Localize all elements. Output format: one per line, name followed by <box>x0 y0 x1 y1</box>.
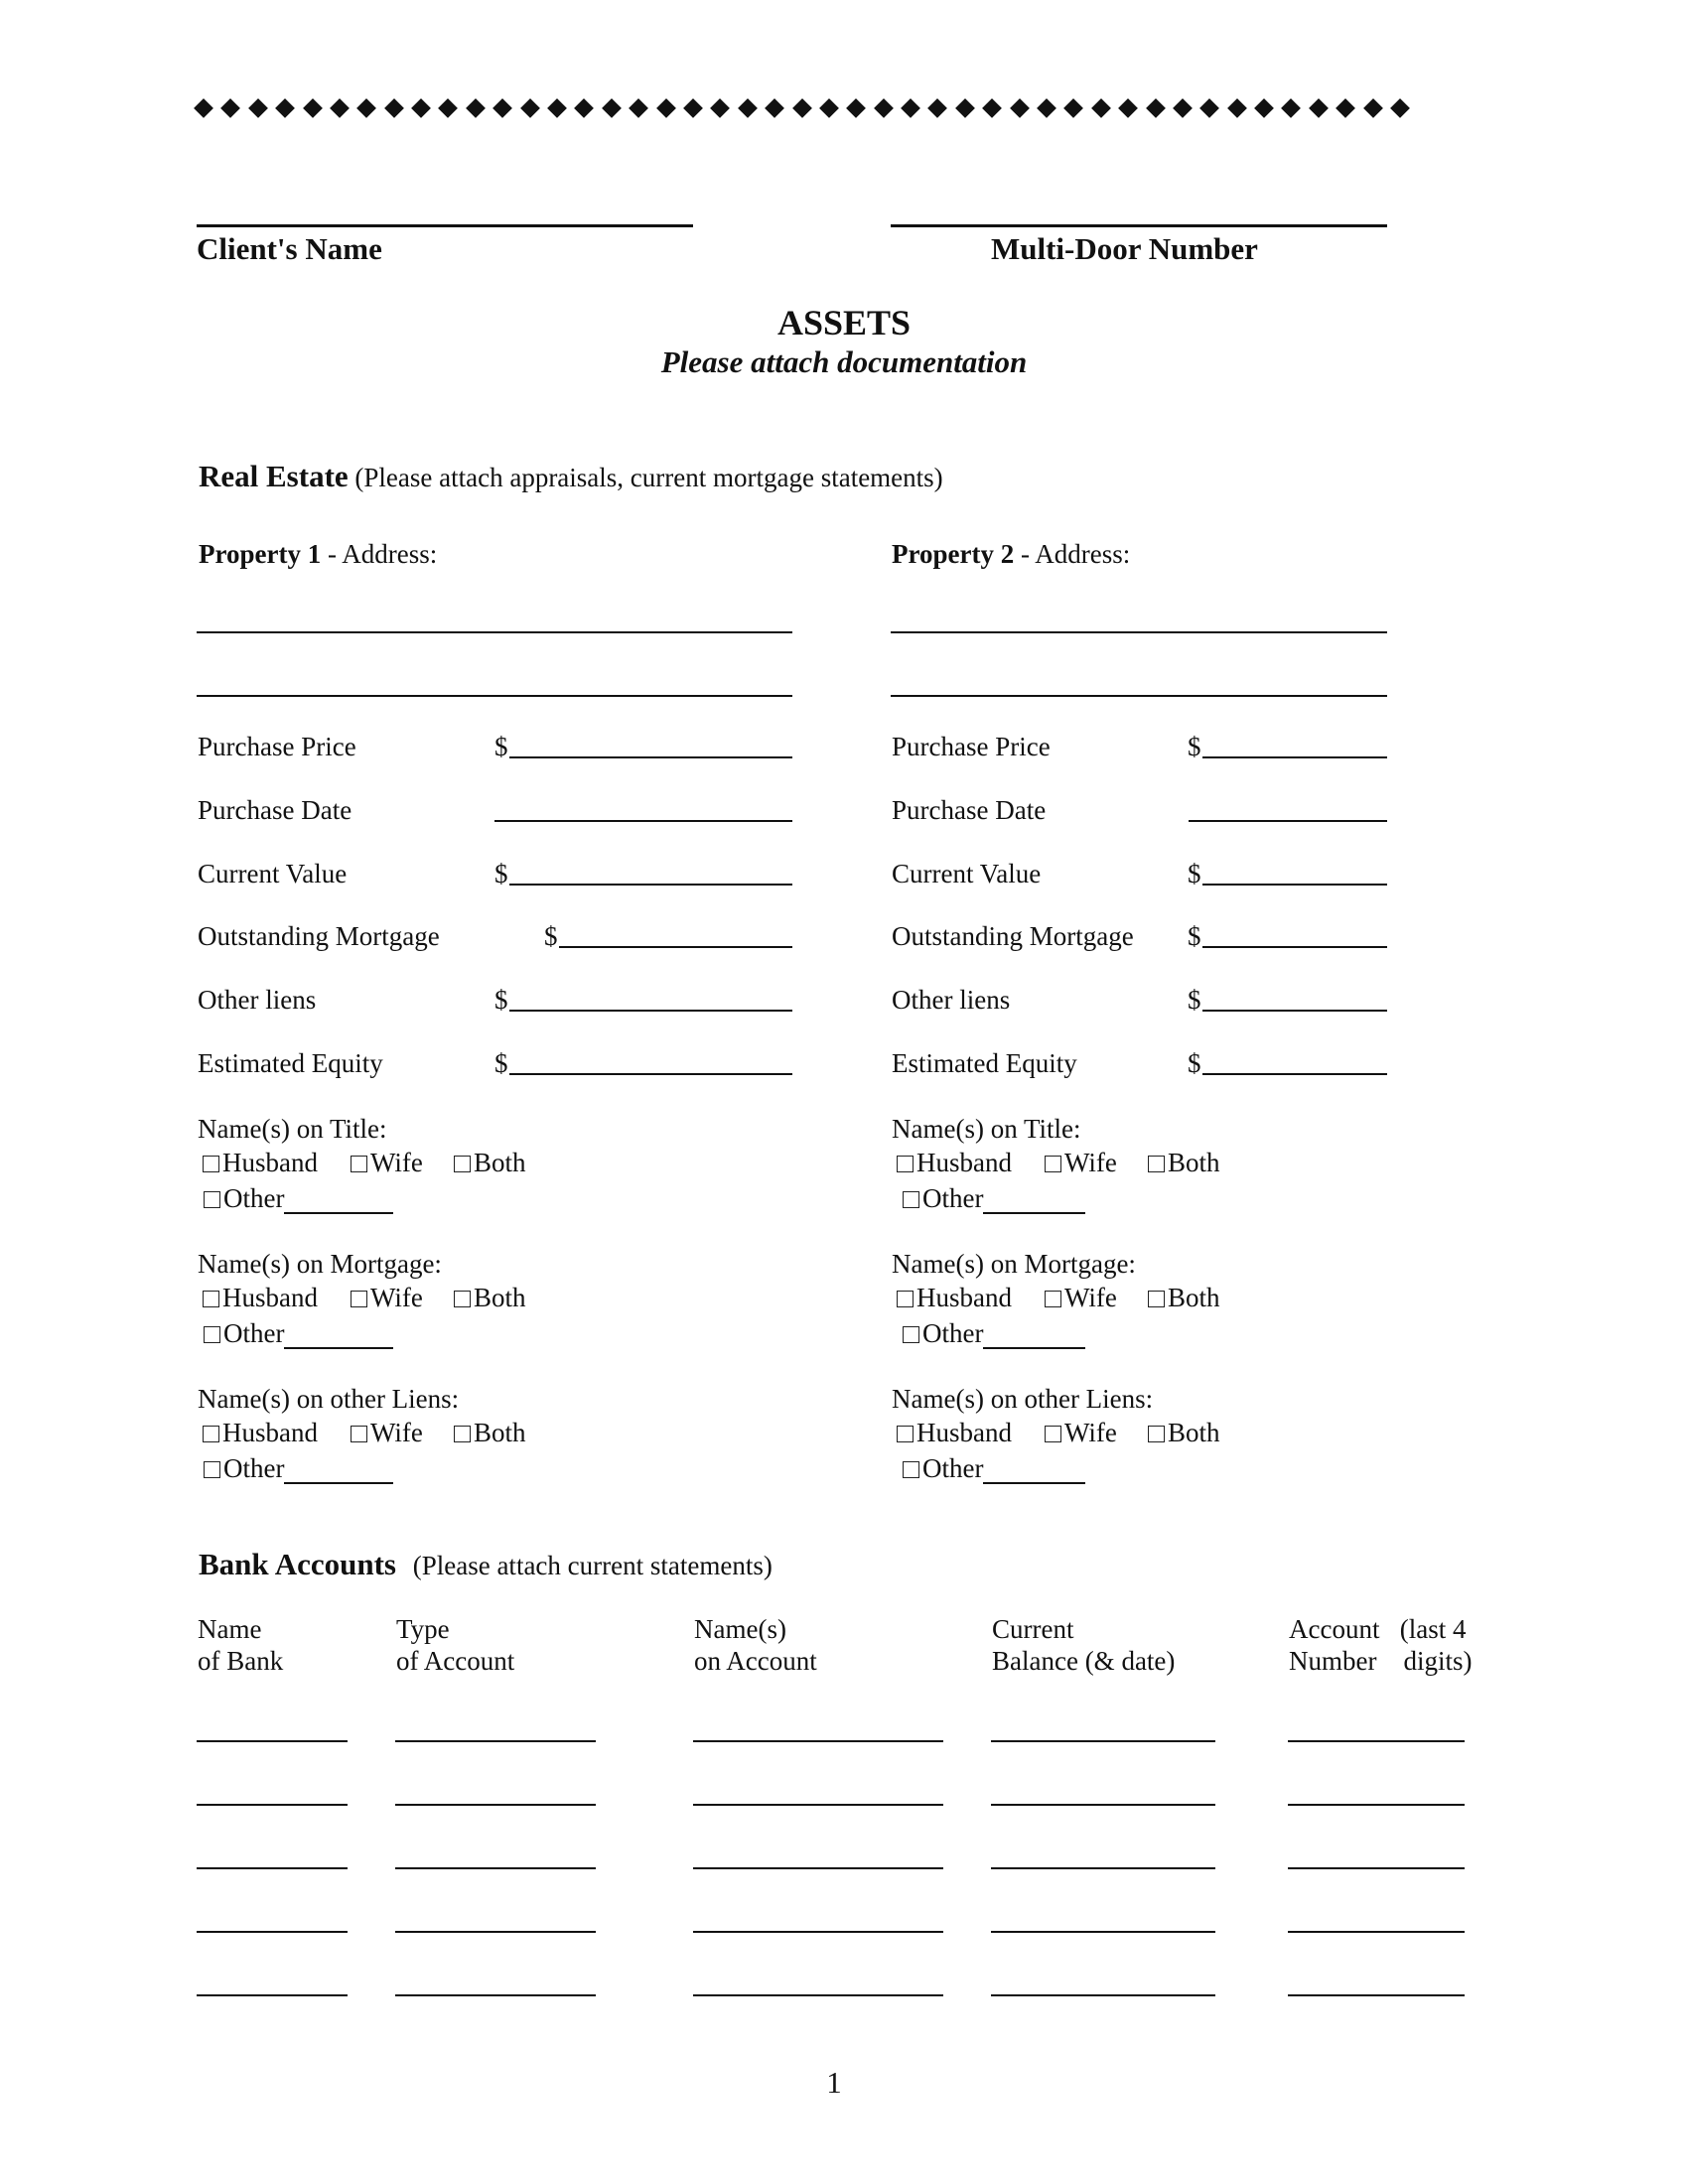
p1-names-on-mortgage-label: Name(s) on Mortgage: <box>198 1249 442 1279</box>
p1-title-husband-text: Husband <box>222 1148 318 1177</box>
property-1-suffix: - Address: <box>321 539 438 569</box>
p1-mortgage-other-option[interactable] <box>204 1318 393 1349</box>
diamond-glyph <box>303 98 323 118</box>
diamond-glyph <box>955 98 975 118</box>
p1-estimated-equity-input[interactable] <box>509 1073 792 1075</box>
p1-liens-wife-text: Wife <box>370 1418 423 1447</box>
diamond-glyph <box>1146 98 1166 118</box>
bank-row-1-account-type-input[interactable] <box>395 1740 596 1742</box>
diamond-glyph <box>1063 98 1083 118</box>
p1-purchase-price-currency: $ <box>494 732 508 761</box>
checkbox-icon[interactable] <box>897 1156 914 1172</box>
checkbox-icon[interactable] <box>1045 1426 1061 1442</box>
diamond-glyph <box>602 98 622 118</box>
diamond-glyph <box>1199 98 1219 118</box>
p2-mortgage-both-option[interactable] <box>1148 1283 1220 1313</box>
p2-liens-wife-option[interactable] <box>1045 1418 1117 1448</box>
client-name-label: Client's Name <box>197 231 382 266</box>
diamond-glyph <box>330 98 350 118</box>
p2-liens-both-option[interactable] <box>1148 1418 1220 1448</box>
bank-row-5-current-balance-input[interactable] <box>991 1994 1215 1996</box>
checkbox-icon[interactable] <box>1148 1426 1165 1442</box>
bank-row-3-account-names-input[interactable] <box>693 1867 943 1869</box>
bank-row-1-bank-name-input[interactable] <box>197 1740 348 1742</box>
bank-row-5-account-type-input[interactable] <box>395 1994 596 1996</box>
p1-current-value-label: Current Value <box>198 859 348 888</box>
multi-door-line[interactable] <box>891 224 1387 227</box>
bank-row-5-bank-name-input[interactable] <box>197 1994 348 1996</box>
p2-outstanding-mortgage-input[interactable] <box>1202 946 1387 948</box>
property-1-label: Property 1 <box>199 539 322 569</box>
p1-title-both-option[interactable] <box>454 1148 526 1178</box>
real-estate-heading <box>199 459 943 494</box>
diamond-glyph <box>275 98 295 118</box>
p2-liens-husband-text: Husband <box>916 1418 1012 1447</box>
multi-door-label: Multi-Door Number <box>991 231 1258 266</box>
property-1-address-line-2[interactable] <box>197 695 792 697</box>
p2-title-other-input[interactable] <box>983 1190 1085 1214</box>
p2-liens-both-text: Both <box>1168 1418 1220 1447</box>
col-names-on-account-l2: on Account <box>694 1646 817 1676</box>
bank-row-4-current-balance-input[interactable] <box>991 1931 1215 1933</box>
p2-mortgage-other-option[interactable] <box>903 1318 1085 1349</box>
p2-title-wife-option[interactable] <box>1045 1148 1117 1178</box>
real-estate-note: (Please attach appraisals, current mortgage statements) <box>354 463 943 492</box>
diamond-glyph <box>819 98 839 118</box>
diamond-glyph <box>928 98 948 118</box>
p1-liens-both-text: Both <box>474 1418 526 1447</box>
p1-title-other-option[interactable] <box>204 1183 393 1214</box>
bank-row-4-account-type-input[interactable] <box>395 1931 596 1933</box>
p2-other-liens-currency: $ <box>1188 985 1201 1015</box>
p1-purchase-price-label: Purchase Price <box>198 732 356 761</box>
diamond-glyph <box>1010 98 1030 118</box>
p1-current-value-input[interactable] <box>509 884 792 886</box>
bank-row-5-account-number-input[interactable] <box>1288 1994 1465 1996</box>
diamond-glyph <box>248 98 268 118</box>
bank-accounts-heading <box>199 1547 773 1582</box>
checkbox-icon[interactable] <box>454 1156 471 1172</box>
diamond-glyph <box>411 98 431 118</box>
p2-names-on-title-label: Name(s) on Title: <box>892 1114 1081 1144</box>
diamond-glyph <box>220 98 240 118</box>
diamond-glyph <box>1309 98 1329 118</box>
checkbox-icon[interactable] <box>1045 1156 1061 1172</box>
p1-mortgage-other-input[interactable] <box>284 1325 393 1349</box>
p1-outstanding-mortgage-input[interactable] <box>559 946 792 948</box>
diamond-glyph <box>492 98 512 118</box>
p2-purchase-date-label: Purchase Date <box>892 795 1047 825</box>
p2-estimated-equity-label: Estimated Equity <box>892 1048 1077 1078</box>
diamond-glyph <box>1227 98 1247 118</box>
p1-current-value-currency: $ <box>494 859 508 888</box>
diamond-glyph <box>356 98 376 118</box>
bank-row-2-bank-name-input[interactable] <box>197 1804 348 1806</box>
p2-title-other-text: Other <box>922 1183 984 1213</box>
p1-outstanding-mortgage-currency: $ <box>544 921 558 951</box>
p2-mortgage-other-input[interactable] <box>983 1325 1085 1349</box>
checkbox-icon[interactable] <box>204 1326 220 1343</box>
diamond-glyph <box>1254 98 1274 118</box>
p2-title-both-text: Both <box>1168 1148 1220 1177</box>
checkbox-icon[interactable] <box>351 1291 367 1307</box>
property-2-address-line-2[interactable] <box>891 695 1387 697</box>
real-estate-title: Real Estate <box>199 459 349 493</box>
bank-row-3-current-balance-input[interactable] <box>991 1867 1215 1869</box>
bank-row-2-account-number-input[interactable] <box>1288 1804 1465 1806</box>
p2-liens-wife-text: Wife <box>1064 1418 1117 1447</box>
checkbox-icon[interactable] <box>351 1156 367 1172</box>
checkbox-icon[interactable] <box>897 1426 914 1442</box>
diamond-glyph <box>683 98 703 118</box>
diamond-glyph <box>1390 98 1410 118</box>
diamond-glyph <box>765 98 784 118</box>
p1-names-on-liens-label: Name(s) on other Liens: <box>198 1384 460 1414</box>
bank-row-2-account-names-input[interactable] <box>693 1804 943 1806</box>
bank-accounts-note: (Please attach current statements) <box>412 1551 773 1580</box>
property-1-address-line-1[interactable] <box>197 631 792 633</box>
p2-other-liens-label: Other liens <box>892 985 1011 1015</box>
page-subtitle: Please attach documentation <box>660 344 1028 379</box>
checkbox-icon[interactable] <box>454 1426 471 1442</box>
p1-mortgage-husband-option[interactable] <box>203 1283 318 1313</box>
p2-liens-other-input[interactable] <box>983 1460 1085 1484</box>
checkbox-icon[interactable] <box>203 1426 219 1442</box>
checkbox-icon[interactable] <box>204 1191 220 1208</box>
p1-title-other-input[interactable] <box>284 1190 393 1214</box>
p2-estimated-equity-currency: $ <box>1188 1048 1201 1078</box>
checkbox-icon[interactable] <box>351 1426 367 1442</box>
checkbox-icon[interactable] <box>454 1291 471 1307</box>
bank-row-1-account-number-input[interactable] <box>1288 1740 1465 1742</box>
p2-title-husband-text: Husband <box>916 1148 1012 1177</box>
p2-names-on-liens-label: Name(s) on other Liens: <box>892 1384 1154 1414</box>
checkbox-icon[interactable] <box>903 1461 919 1478</box>
p1-purchase-date-label: Purchase Date <box>198 795 352 825</box>
p2-mortgage-husband-text: Husband <box>916 1283 1012 1312</box>
col-type-of-account-l2: of Account <box>396 1646 515 1676</box>
p2-estimated-equity-input[interactable] <box>1202 1073 1387 1075</box>
p1-title-other-text: Other <box>223 1183 285 1213</box>
p1-title-wife-text: Wife <box>370 1148 423 1177</box>
bank-row-2-account-type-input[interactable] <box>395 1804 596 1806</box>
p2-purchase-date-input[interactable] <box>1189 820 1387 822</box>
checkbox-icon[interactable] <box>903 1326 919 1343</box>
p1-mortgage-wife-option[interactable] <box>351 1283 423 1313</box>
page-title: ASSETS <box>776 303 912 342</box>
checkbox-icon[interactable] <box>1148 1291 1165 1307</box>
p1-purchase-date-input[interactable] <box>494 820 792 822</box>
p1-estimated-equity-currency: $ <box>494 1048 508 1078</box>
bank-row-3-account-number-input[interactable] <box>1288 1867 1465 1869</box>
p2-current-value-currency: $ <box>1188 859 1201 888</box>
p2-liens-other-text: Other <box>922 1453 984 1483</box>
p2-mortgage-husband-option[interactable] <box>897 1283 1012 1313</box>
checkbox-icon[interactable] <box>903 1191 919 1208</box>
diamond-glyph <box>629 98 648 118</box>
col-current-balance-l1: Current <box>992 1614 1074 1644</box>
p2-mortgage-other-text: Other <box>922 1318 984 1348</box>
p2-liens-husband-option[interactable] <box>897 1418 1012 1448</box>
diamond-glyph <box>982 98 1002 118</box>
p2-current-value-input[interactable] <box>1202 884 1387 886</box>
p1-liens-other-text: Other <box>223 1453 285 1483</box>
p1-title-wife-option[interactable] <box>351 1148 423 1178</box>
p1-names-on-title-label: Name(s) on Title: <box>198 1114 387 1144</box>
diamond-glyph <box>1282 98 1302 118</box>
col-account-number-l2: Number digits) <box>1289 1646 1473 1676</box>
p2-title-wife-text: Wife <box>1064 1148 1117 1177</box>
col-names-on-account-l1: Name(s) <box>694 1614 786 1644</box>
p2-outstanding-mortgage-currency: $ <box>1188 921 1201 951</box>
p2-other-liens-input[interactable] <box>1202 1010 1387 1012</box>
bank-row-1-account-names-input[interactable] <box>693 1740 943 1742</box>
checkbox-icon[interactable] <box>204 1461 220 1478</box>
p1-other-liens-label: Other liens <box>198 985 317 1015</box>
p1-mortgage-other-text: Other <box>223 1318 285 1348</box>
p1-purchase-price-input[interactable] <box>509 756 792 758</box>
diamond-glyph <box>1336 98 1355 118</box>
p1-other-liens-currency: $ <box>494 985 508 1015</box>
col-account-number-l1: Account (last 4 <box>1289 1614 1467 1644</box>
bank-row-3-account-type-input[interactable] <box>395 1867 596 1869</box>
p1-liens-other-input[interactable] <box>284 1460 393 1484</box>
bank-accounts-title: Bank Accounts <box>199 1547 396 1581</box>
p2-purchase-price-label: Purchase Price <box>892 732 1051 761</box>
diamond-glyph <box>710 98 730 118</box>
bank-row-5-account-names-input[interactable] <box>693 1994 943 1996</box>
page-number: 1 <box>826 2065 842 2100</box>
checkbox-icon[interactable] <box>203 1156 219 1172</box>
p1-other-liens-input[interactable] <box>509 1010 792 1012</box>
p2-liens-other-option[interactable] <box>903 1453 1085 1484</box>
p1-estimated-equity-label: Estimated Equity <box>198 1048 383 1078</box>
p1-outstanding-mortgage-label: Outstanding Mortgage <box>198 921 440 951</box>
diamond-glyph <box>874 98 894 118</box>
bank-row-4-account-number-input[interactable] <box>1288 1931 1465 1933</box>
diamond-glyph <box>1091 98 1111 118</box>
bank-row-1-current-balance-input[interactable] <box>991 1740 1215 1742</box>
p2-mortgage-wife-text: Wife <box>1064 1283 1117 1312</box>
checkbox-icon[interactable] <box>203 1291 219 1307</box>
property-1-heading <box>199 539 437 570</box>
col-name-of-bank-l2: of Bank <box>198 1646 284 1676</box>
p2-mortgage-both-text: Both <box>1168 1283 1220 1312</box>
bank-row-2-current-balance-input[interactable] <box>991 1804 1215 1806</box>
col-type-of-account-l1: Type <box>396 1614 450 1644</box>
diamond-glyph <box>439 98 459 118</box>
p2-title-both-option[interactable] <box>1148 1148 1220 1178</box>
p1-liens-husband-option[interactable] <box>203 1418 318 1448</box>
p1-mortgage-both-option[interactable] <box>454 1283 526 1313</box>
p1-mortgage-both-text: Both <box>474 1283 526 1312</box>
p1-mortgage-husband-text: Husband <box>222 1283 318 1312</box>
col-current-balance-l2: Balance (& date) <box>992 1646 1176 1676</box>
diamond-border <box>197 95 1398 125</box>
diamond-glyph <box>792 98 812 118</box>
p2-purchase-price-currency: $ <box>1188 732 1201 761</box>
checkbox-icon[interactable] <box>897 1291 914 1307</box>
checkbox-icon[interactable] <box>1045 1291 1061 1307</box>
diamond-glyph <box>575 98 595 118</box>
p1-title-husband-option[interactable] <box>203 1148 318 1178</box>
diamond-glyph <box>738 98 758 118</box>
diamond-glyph <box>1118 98 1138 118</box>
property-2-heading <box>892 539 1130 570</box>
p1-title-both-text: Both <box>474 1148 526 1177</box>
p1-liens-husband-text: Husband <box>222 1418 318 1447</box>
p2-names-on-mortgage-label: Name(s) on Mortgage: <box>892 1249 1136 1279</box>
p2-title-other-option[interactable] <box>903 1183 1085 1214</box>
diamond-glyph <box>1037 98 1056 118</box>
p2-purchase-price-input[interactable] <box>1202 756 1387 758</box>
bank-row-4-bank-name-input[interactable] <box>197 1931 348 1933</box>
diamond-glyph <box>194 98 213 118</box>
diamond-glyph <box>846 98 866 118</box>
diamond-glyph <box>901 98 920 118</box>
diamond-glyph <box>547 98 567 118</box>
diamond-glyph <box>1173 98 1193 118</box>
bank-row-3-bank-name-input[interactable] <box>197 1867 348 1869</box>
checkbox-icon[interactable] <box>1148 1156 1165 1172</box>
diamond-glyph <box>1363 98 1383 118</box>
property-2-suffix: - Address: <box>1014 539 1131 569</box>
property-2-address-line-1[interactable] <box>891 631 1387 633</box>
p1-liens-other-option[interactable] <box>204 1453 393 1484</box>
diamond-glyph <box>656 98 676 118</box>
p2-current-value-label: Current Value <box>892 859 1042 888</box>
diamond-glyph <box>466 98 486 118</box>
diamond-glyph <box>384 98 404 118</box>
p2-title-husband-option[interactable] <box>897 1148 1012 1178</box>
p1-mortgage-wife-text: Wife <box>370 1283 423 1312</box>
col-name-of-bank-l1: Name <box>198 1614 262 1644</box>
p1-liens-both-option[interactable] <box>454 1418 526 1448</box>
p2-mortgage-wife-option[interactable] <box>1045 1283 1117 1313</box>
p2-outstanding-mortgage-label: Outstanding Mortgage <box>892 921 1134 951</box>
diamond-glyph <box>520 98 540 118</box>
property-2-label: Property 2 <box>892 539 1015 569</box>
p1-liens-wife-option[interactable] <box>351 1418 423 1448</box>
bank-row-4-account-names-input[interactable] <box>693 1931 943 1933</box>
client-name-line[interactable] <box>197 224 693 227</box>
